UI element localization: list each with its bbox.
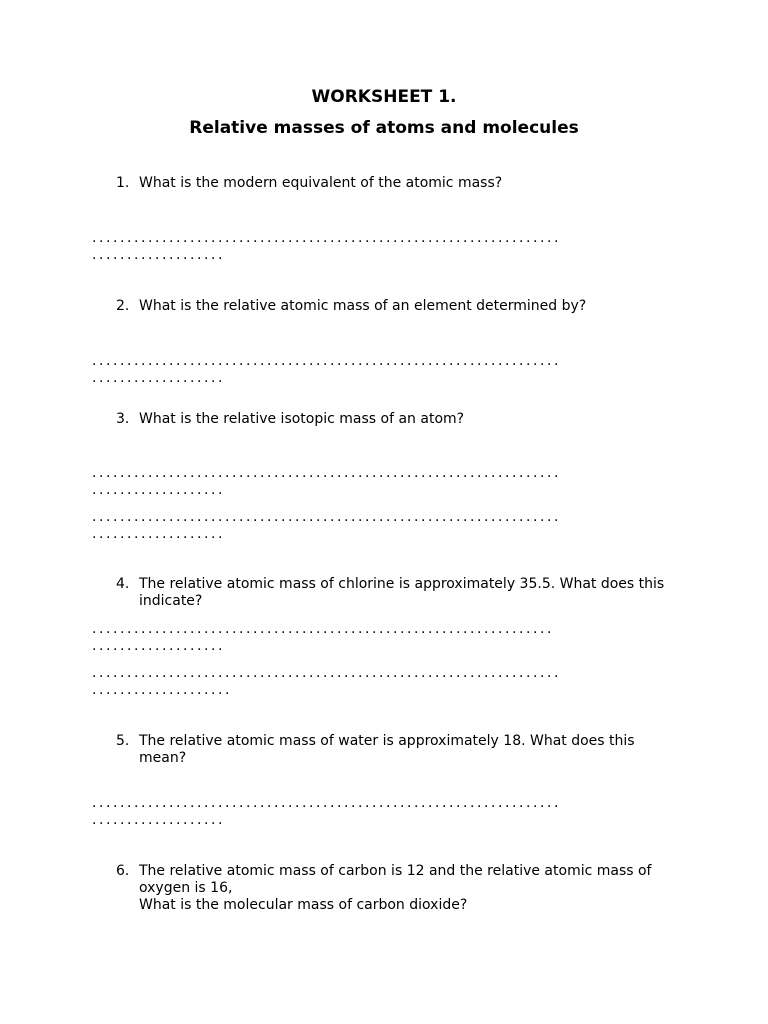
question-text-line: mean? — [139, 750, 187, 766]
answer-dotted-line: ................... — [92, 638, 226, 654]
answer-lines-4a — [92, 621, 554, 655]
question-text — [139, 733, 635, 767]
question-text-line: What is the molecular mass of carbon dioxide? — [139, 897, 468, 913]
answer-dotted-line: ................................................................... — [92, 509, 562, 525]
answer-dotted-line: ................... — [92, 482, 226, 498]
question-number: 3. — [116, 411, 130, 427]
answer-dotted-line: ................................................................... — [92, 665, 562, 681]
answer-dotted-line: ................................................................... — [92, 795, 562, 811]
answer-dotted-line: ................... — [92, 370, 226, 386]
answer-lines-2 — [92, 353, 561, 387]
worksheet-title: WORKSHEET 1. — [311, 87, 457, 107]
answer-dotted-line: ................................................................... — [92, 353, 562, 369]
answer-dotted-line: ................... — [92, 526, 226, 542]
answer-dotted-line: .................... — [92, 682, 233, 698]
question-text — [139, 175, 502, 192]
question-text-line: What is the relative isotopic mass of an atom? — [139, 411, 465, 427]
question-text-line: The relative atomic mass of carbon is 12 and the relative atomic mass of — [139, 863, 652, 879]
question-text — [139, 411, 464, 428]
question-number: 6. — [116, 863, 130, 879]
answer-lines-3a — [92, 465, 561, 499]
question-number: 1. — [116, 175, 130, 191]
answer-dotted-line: ................... — [92, 812, 226, 828]
question-text-line: What is the modern equivalent of the atomic mass? — [139, 175, 503, 191]
question-text — [139, 863, 652, 914]
question-text-line: indicate? — [139, 593, 203, 609]
question-text — [139, 298, 586, 315]
question-text-line: What is the relative atomic mass of an element determined by? — [139, 298, 587, 314]
answer-lines-1 — [92, 230, 561, 264]
question-number: 5. — [116, 733, 130, 749]
answer-lines-3b — [92, 509, 561, 543]
answer-dotted-line: ................................................................... — [92, 230, 562, 246]
answer-dotted-line: ................................................................... — [92, 465, 562, 481]
answer-dotted-line: ................... — [92, 247, 226, 263]
question-number: 2. — [116, 298, 130, 314]
question-number: 4. — [116, 576, 130, 592]
question-text — [139, 576, 664, 610]
answer-lines-4b — [92, 665, 561, 699]
question-text-line: oxygen is 16, — [139, 880, 233, 896]
question-text-line: The relative atomic mass of chlorine is approximately 35.5. What does this — [139, 576, 665, 592]
question-text-line: The relative atomic mass of water is approximately 18. What does this — [139, 733, 635, 749]
worksheet-subtitle: Relative masses of atoms and molecules — [189, 118, 579, 138]
answer-lines-5 — [92, 795, 561, 829]
answer-dotted-line: .................................................................. — [92, 621, 555, 637]
